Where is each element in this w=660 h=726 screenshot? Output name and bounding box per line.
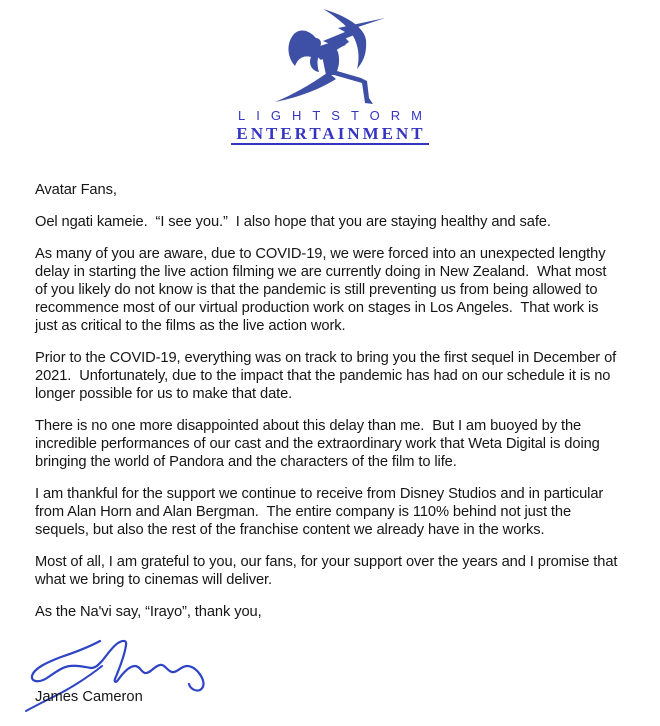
paragraph-line: I am thankful for the support we continue to receive from Disney Studios and in particular (35, 486, 604, 502)
paragraph-line: As many of you are aware, due to COVID-19, we were forced into an unexpected lengthy (35, 246, 606, 262)
logo-wordmark-entertainment: ENTERTAINMENT (231, 124, 428, 145)
logo-wordmark-entertainment-wrap (0, 124, 660, 145)
paragraph-line: There is no one more disappointed about this delay than me. But I am buoyed by the (35, 418, 582, 434)
letter-body (0, 181, 660, 715)
paragraph-schedule (35, 349, 640, 403)
logo-wordmark-lightstorm: LIGHTSTORM (238, 108, 433, 123)
archer-cape-shape (288, 30, 322, 72)
paragraph-line: Prior to the COVID-19, everything was on track to bring you the first sequel in December of (35, 350, 617, 366)
paragraph-line: sequels, but also the rest of the franchise content we already have in the works. (35, 522, 545, 538)
signature-scrawl (32, 641, 204, 691)
salutation: Avatar Fans, (35, 182, 117, 198)
paragraph-covid-delay (35, 245, 640, 335)
lightstorm-letterhead (0, 0, 660, 145)
paragraph-line: longer possible for us to make that date. (35, 386, 293, 402)
salutation-paragraph (35, 181, 640, 199)
archer-lightning-logo-icon (268, 2, 408, 112)
paragraph-greeting (35, 213, 640, 231)
closing-paragraph (35, 603, 640, 621)
paragraph-line: Most of all, I am grateful to you, our fans, for your support over the years and I promise that (35, 554, 618, 570)
paragraph-line: from Alan Horn and Alan Bergman. The entire company is 110% behind not just the (35, 504, 572, 520)
paragraph-disney (35, 485, 640, 539)
paragraph-line: incredible performances of our cast and the extraordinary work that Weta Digital is doing (35, 436, 600, 452)
closing-line: As the Na'vi say, “Irayo”, thank you, (35, 604, 262, 620)
swoosh-shape (275, 73, 336, 102)
paragraph-disappointment (35, 417, 640, 471)
paragraph-gratitude (35, 553, 640, 589)
paragraph-line: recommence most of our virtual production work on stages in Los Angeles. That work is (35, 300, 599, 316)
paragraph-line: 2021. Unfortunately, due to the impact that the pandemic has had on our schedule it is no (35, 368, 611, 384)
paragraph-line: Oel ngati kameie. “I see you.” I also hope that you are staying healthy and safe. (35, 214, 551, 230)
paragraph-line: delay in starting the live action filming we are currently doing in New Zealand. What most (35, 264, 607, 280)
paragraph-line: of you likely do not know is that the pandemic is still preventing us from being allowed to (35, 282, 598, 298)
signature-block (35, 635, 640, 715)
paragraph-line: bringing the world of Pandora and the characters of the film to life. (35, 454, 457, 470)
signer-name: James Cameron (35, 689, 143, 705)
paragraph-line: just as critical to the films as the live action work. (35, 318, 346, 334)
paragraph-line: what we bring to cinemas will deliver. (35, 572, 273, 588)
